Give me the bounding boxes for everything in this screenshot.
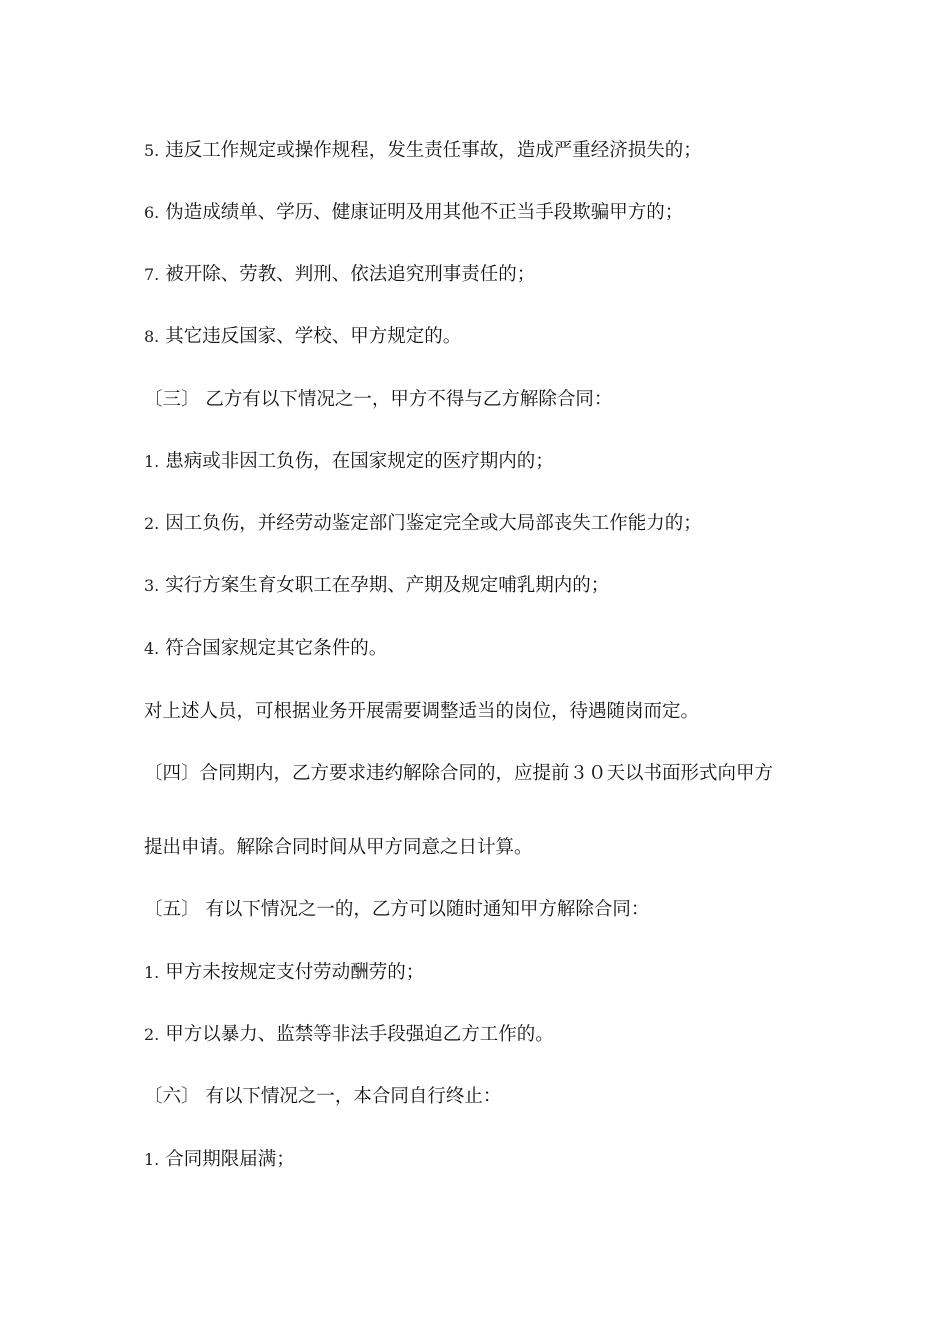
- clause-text: 伪造成绩单、学历、健康证明及用其他不正当手段欺骗甲方的；: [165, 202, 684, 223]
- item-number: 2.: [144, 514, 160, 533]
- paragraph-line: [144, 700, 904, 724]
- clause-line: [144, 263, 904, 287]
- clause-text: 〔三〕 乙方有以下情况之一，甲方不得与乙方解除合同：: [144, 389, 613, 410]
- section-heading: [144, 1085, 904, 1109]
- clause-text: 违反工作规定或操作规程，发生责任事故，造成严重经济损失的；: [165, 140, 702, 161]
- item-number: 4.: [144, 639, 160, 658]
- clause-text: 患病或非因工负伤，在国家规定的医疗期内的；: [165, 451, 554, 472]
- clause-line: [144, 1023, 904, 1047]
- clause-line: [144, 512, 904, 536]
- section-heading: [144, 898, 904, 922]
- section-heading: [144, 388, 904, 412]
- clause-line: [144, 201, 904, 225]
- clause-line: [144, 574, 904, 598]
- section-heading: [144, 762, 904, 786]
- clause-text: 〔六〕 有以下情况之一，本合同自行终止：: [144, 1086, 502, 1107]
- item-number: 1.: [144, 963, 160, 982]
- item-number: 3.: [144, 576, 160, 595]
- clause-text: 其它违反国家、学校、甲方规定的。: [165, 326, 462, 347]
- clause-text: 对上述人员，可根据业务开展需要调整适当的岗位，待遇随岗而定。: [144, 701, 700, 722]
- item-number: 2.: [144, 1025, 160, 1044]
- clause-text: 被开除、劳教、判刑、依法追究刑事责任的；: [165, 264, 536, 285]
- clause-text: 因工负伤，并经劳动鉴定部门鉴定完全或大局部丧失工作能力的；: [165, 513, 702, 534]
- item-number: 5.: [144, 141, 160, 160]
- clause-line: [144, 1148, 904, 1172]
- item-number: 6.: [144, 203, 160, 222]
- clause-text: 合同期限届满；: [165, 1149, 295, 1170]
- clause-line: [144, 325, 904, 349]
- clause-text: 〔五〕 有以下情况之一的，乙方可以随时通知甲方解除合同：: [144, 899, 650, 920]
- clause-line: [144, 450, 904, 474]
- clause-line: [144, 637, 904, 661]
- item-number: 1.: [144, 452, 160, 471]
- clause-text: 实行方案生育女职工在孕期、产期及规定哺乳期内的；: [165, 575, 610, 596]
- clause-text: 〔四〕合同期内，乙方要求违约解除合同的，应提前３０天以书面形式向甲方: [144, 763, 774, 784]
- clause-text: 甲方未按规定支付劳动酬劳的；: [165, 962, 425, 983]
- clause-text: 符合国家规定其它条件的。: [165, 638, 388, 659]
- clause-text: 提出申请。解除合同时间从甲方同意之日计算。: [144, 837, 533, 858]
- clause-text: 甲方以暴力、监禁等非法手段强迫乙方工作的。: [165, 1024, 554, 1045]
- paragraph-line: [144, 836, 904, 860]
- item-number: 7.: [144, 265, 160, 284]
- item-number: 1.: [144, 1150, 160, 1169]
- clause-line: [144, 139, 904, 163]
- item-number: 8.: [144, 327, 160, 346]
- clause-line: [144, 961, 904, 985]
